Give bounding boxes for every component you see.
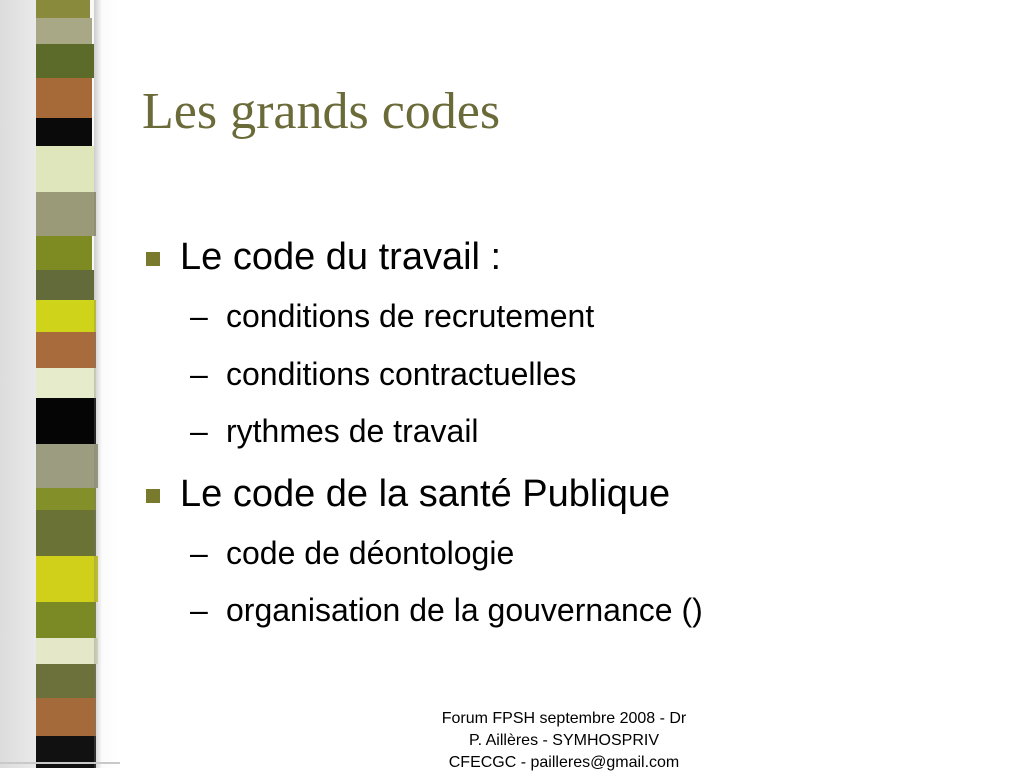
sub-bullet-text: code de déontologie xyxy=(226,535,515,571)
sub-bullet-text: conditions contractuelles xyxy=(226,356,577,392)
dash-marker: – xyxy=(190,592,208,628)
stripe-segment xyxy=(36,698,96,736)
stripe-segment xyxy=(36,300,96,332)
dash-marker: – xyxy=(190,535,208,571)
stripe-segment xyxy=(36,488,96,510)
sub-bullet-text: rythmes de travail xyxy=(226,413,479,449)
stripe-segment xyxy=(36,638,98,664)
stripe-segment xyxy=(36,444,98,488)
footer-line: Forum FPSH septembre 2008 - Dr xyxy=(441,710,687,727)
stripe-segment xyxy=(36,118,92,146)
footer-line: P. Aillères - SYMHOSPRIV xyxy=(469,732,659,749)
dash-marker: – xyxy=(190,356,208,392)
stripe-segment xyxy=(36,18,92,44)
stripe-segment xyxy=(36,192,96,236)
bullet-square-icon xyxy=(146,252,160,266)
stripe-segment xyxy=(36,602,96,638)
stripe-segment xyxy=(36,146,94,192)
stripe-segment xyxy=(36,236,92,270)
sub-bullet-text: conditions de recrutement xyxy=(226,298,595,334)
bullet-square-icon xyxy=(146,489,160,503)
bottom-divider xyxy=(0,762,120,764)
slide-title: Les grands codes xyxy=(142,83,501,140)
stripe-segment xyxy=(36,0,90,18)
dash-marker: – xyxy=(190,298,208,334)
stripe-segment xyxy=(36,332,96,368)
slide-footer xyxy=(404,708,724,774)
stripe-segment xyxy=(36,44,94,78)
stripe-segment xyxy=(36,78,92,118)
stripe-segment xyxy=(36,664,96,698)
bullet-text: Le code de la santé Publique xyxy=(180,473,671,515)
bullet-text: Le code du travail : xyxy=(180,236,502,278)
footer-line: CFECGC - pailleres@gmail.com xyxy=(448,754,680,771)
stripe-shadow xyxy=(94,0,102,768)
decorative-stripe-column xyxy=(36,0,98,768)
stripe-segment xyxy=(36,270,94,300)
sub-bullet-text: organisation de la gouvernance () xyxy=(226,592,703,628)
dash-marker: – xyxy=(190,413,208,449)
stripe-segment xyxy=(36,510,96,556)
stripe-segment xyxy=(36,398,96,444)
stripe-segment xyxy=(36,556,98,602)
stripe-segment xyxy=(36,368,96,398)
